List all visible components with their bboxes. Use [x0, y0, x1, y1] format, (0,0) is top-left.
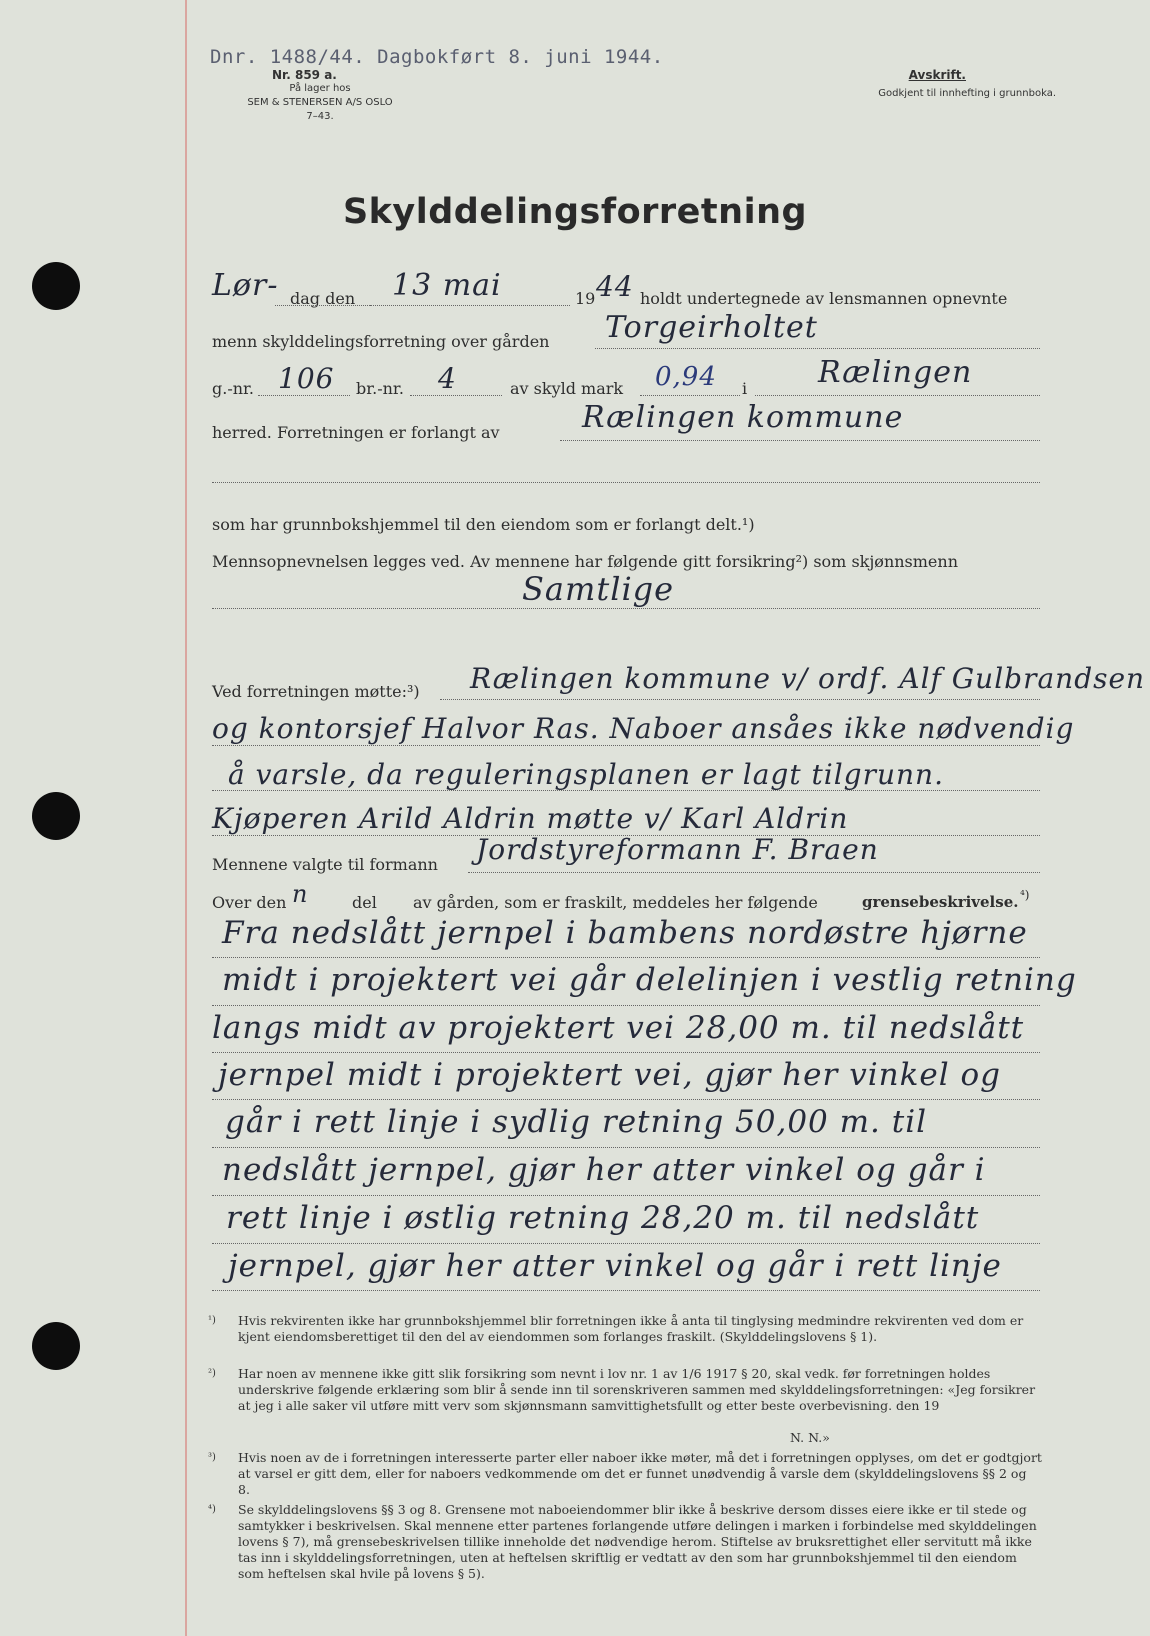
grense-handwritten-suffix: n: [292, 880, 309, 908]
grunnbok-text: som har grunnbokshjemmel til den eiendom som er forlangt delt.¹): [212, 515, 755, 534]
forlangt-label: herred. Forretningen er forlangt av: [212, 423, 500, 442]
footnote-2: ²) Har noen av mennene ikke gitt slik forsikring som nevnt i lov nr. 1 av 1/6 1917 § 20, skal vedk. før forretningen holdes underskrive følgende erklæring som blir å sende inn til sorenskriveren sammen med skylddelingsforretningen: «Jeg forsikrer at jeg i alle saker vil utføre mitt verv som skjønnsmann samvittighetsfullt og etter beste overbevisning. den 19: [208, 1366, 1036, 1413]
margin-line: [185, 0, 187, 1636]
gaarden-label: menn skylddelingsforretning over gården: [212, 332, 550, 351]
grense-label-text: av gården, som er fraskilt, meddeles her følgende: [413, 893, 818, 912]
boundary-line: jernpel midt i projektert vei, gjør her vinkel og: [218, 1057, 1001, 1093]
brnr-value: 4: [438, 362, 457, 395]
i-label: i: [742, 379, 748, 398]
skjonnsmenn-handwritten: Samtlige: [522, 570, 675, 608]
boundary-line: midt i projektert vei går delelinjen i vestlig retning: [222, 962, 1077, 998]
boundary-line: nedslått jernpel, gjør her atter vinkel og går i: [222, 1152, 986, 1188]
footnote-3: ³) Hvis noen av de i forretningen interesserte parter eller naboer ikke møter, må det i forretningen opplyses, om det er godtgjort at varsel er gitt dem, eller for naboers vedkommende om det er funnet unødvendig å varsle dem (skylddelingslovens §§ 2 og 8.: [208, 1450, 1042, 1497]
skyld-value: 0,94: [655, 362, 717, 392]
page-title: Skylddelingsforretning: [342, 192, 808, 232]
avskrift-label: Avskrift.: [908, 68, 966, 82]
attendance-line: å varsle, da reguleringsplanen er lagt tilgrunn.: [228, 758, 944, 791]
footnote-4: ⁴) Se skylddelingslovens §§ 3 og 8. Grensene mot naboeiendommer blir ikke å beskrive dersom disses eiere ikke er til stede og samtykker i beskrivelsen. Skal mennene etter partenes forlangende utføre delingen i marken i forbindelse med skylddelingen lovens § 7), må grensebeskrivelsen tillike inneholde det nødvendige herom. Stiftelse av bruksrettighet eller servitutt må ikke tas inn i skylddelingsforretningen, uten at heftelsen skriftlig er vedtatt av den som har grunnbokshjemmel til den eiendom som heftelsen skal hvile på lovens § 5).: [208, 1502, 1037, 1581]
printer-line: På lager hos: [289, 83, 351, 94]
line1-tail: holdt undertegnede av lensmannen opnevnte: [640, 289, 1008, 308]
requester-handwritten: Rælingen kommune: [582, 400, 904, 435]
printer-name: SEM & STENERSEN A/S OSLO: [247, 97, 393, 108]
formann-label: Mennene valgte til formann: [212, 855, 438, 874]
municipality-handwritten: Rælingen: [818, 355, 973, 390]
godkjent-label: Godkjent til innhefting i grunnboka.: [878, 88, 1056, 99]
attendance-line: Rælingen kommune v/ ordf. Alf Gulbrandsen: [470, 662, 1146, 695]
grense-footnote-mark: ⁴): [1020, 888, 1030, 902]
date-handwritten: 13 mai: [392, 268, 502, 303]
year-handwritten: 44: [596, 270, 634, 303]
attendance-line: og kontorsjef Halvor Ras. Naboer ansåes ikke nødvendig: [212, 712, 1075, 745]
punch-hole: [32, 792, 80, 840]
footnote-1: ¹) Hvis rekvirenten ikke har grunnbokshjemmel blir forretningen ikke å anta til tinglysing medmindre rekvirenten ved dom er kjent eiendomsberettiget til den del av eiendommen som forlanges fraskilt. (Skylddelingslovens § 1).: [208, 1313, 1024, 1344]
grense-label-over-den: Over den: [212, 893, 287, 912]
footnote-2-signature: N. N.»: [790, 1430, 830, 1445]
grense-bold-label: grensebeskrivelse.: [862, 893, 1019, 911]
boundary-line: langs midt av projektert vei 28,00 m. til nedslått: [212, 1010, 1025, 1046]
form-number: Nr. 859 a.: [272, 68, 337, 82]
skyld-label: av skyld mark: [510, 379, 624, 398]
punch-hole: [32, 262, 80, 310]
boundary-line: jernpel, gjør her atter vinkel og går i rett linje: [228, 1248, 1002, 1284]
copy-notice: [878, 68, 1056, 99]
punch-hole: [32, 1322, 80, 1370]
registration-stamp: Dnr. 1488/44. Dagbokført 8. juni 1944.: [210, 46, 664, 68]
dag-den-label: dag den: [290, 289, 356, 308]
weekday-handwritten: Lør-: [212, 268, 279, 303]
boundary-line: Fra nedslått jernpel i bambens nordøstre hjørne: [222, 915, 1028, 951]
boundary-line: rett linje i østlig retning 28,20 m. til nedslått: [226, 1200, 980, 1236]
printer-date: 7–43.: [306, 111, 334, 122]
printer-imprint: [230, 68, 410, 124]
gnr-value: 106: [278, 362, 335, 395]
mennsopnevnelse-text: Mennsopnevnelsen legges ved. Av mennene har følgende gitt forsikring²) som skjønnsmenn: [212, 552, 959, 571]
brnr-label: br.-nr.: [356, 379, 404, 398]
formann-handwritten: Jordstyreformann F. Braen: [476, 833, 879, 866]
year-prefix: 19: [575, 289, 596, 308]
boundary-line: går i rett linje i sydlig retning 50,00 m. til: [225, 1104, 928, 1140]
motte-label: Ved forretningen møtte:³): [212, 682, 420, 701]
attendance-line: Kjøperen Arild Aldrin møtte v/ Karl Aldrin: [212, 802, 849, 835]
grense-label-del: del: [352, 893, 377, 912]
farm-name-handwritten: Torgeirholtet: [605, 310, 818, 345]
gnr-label: g.-nr.: [212, 379, 255, 398]
